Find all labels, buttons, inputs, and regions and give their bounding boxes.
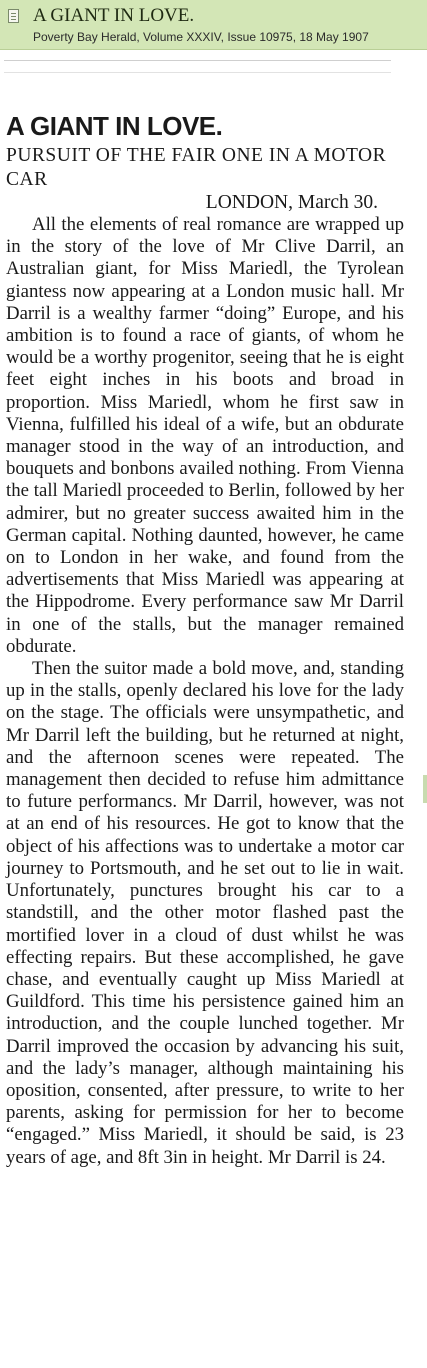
- article-paragraph-1: All the elements of real romance are wrapped up in the story of the love of Mr Clive Darril, an Australian giant, for Miss Mariedl, the Tyrolean giantess now appearing at a London music hall. Mr Darril is a wealthy farmer “doing” Europe, and his ambition is to found a race of giants, of whom he would be a worthy progenitor, seeing that he is eight feet eight inches in his boots and broad in proportion. Miss Mariedl, whom he first saw in Vienna, fulfilled his ideal of a wife, but an obdurate manager stood in the way of an introduction, and bouquets and bonbons availed nothing. From Vienna the tall Mariedl proceeded to Berlin, followed by her admirer, but no greater success awaited him in the German capital. Nothing daunted, however, he came on to London in her wake, and found from the advertisements that Miss Mariedl was appearing at the Hippodrome. Every performance saw Mr Darril in one of the stalls, but the manager remained obdurate.: [6, 214, 404, 657]
- article-header: [0, 0, 427, 50]
- article-paragraph-2: Then the suitor made a bold move, and, standing up in the stalls, openly declared his love for the lady on the stage. The officials were unsympathetic, and Mr Darril left the building, but he returned at night, and the afternoon scenes were repeated. The management then decided to refuse him admittance to future performancs. Mr Darril, however, was not at an end of his resources. He got to know that the object of his affections was to undertake a motor car journey to Portsmouth, and he set out to lie in wait. Unfortunately, punctures brought his car to a standstill, and the other motor flashed past the mortified lover in a cloud of dust whilst he was effecting repairs. But these accomplished, he gave chase, and eventually caught up Miss Mariedl at Guildford. This time his persistence gained him an introduction, and the couple lunched together. Mr Darril improved the occasion by advancing his suit, and the lady’s manager, although maintaining his oposition, consented, after pressure, to write to her parents, asking for permission for her to become “engaged.” Miss Mariedl, it should be said, is 23 years of age, and 8ft 3in in height. Mr Darril is 24.: [6, 658, 404, 1168]
- scrollbar-edge[interactable]: [423, 775, 427, 803]
- article-subheading: PURSUIT OF THE FAIR ONE IN A MOTOR CAR: [6, 145, 387, 190]
- article-body: [6, 110, 404, 1169]
- article-headline: A GIANT IN LOVE.: [6, 111, 223, 141]
- article-dateline: LONDON, March 30.: [205, 192, 378, 213]
- header-title: A GIANT IN LOVE.: [33, 5, 195, 26]
- document-icon: [8, 9, 19, 23]
- header-divider: [4, 60, 391, 61]
- header-source: Poverty Bay Herald, Volume XXXIV, Issue 10975, 18 May 1907: [33, 30, 369, 44]
- header-divider-secondary: [4, 72, 391, 73]
